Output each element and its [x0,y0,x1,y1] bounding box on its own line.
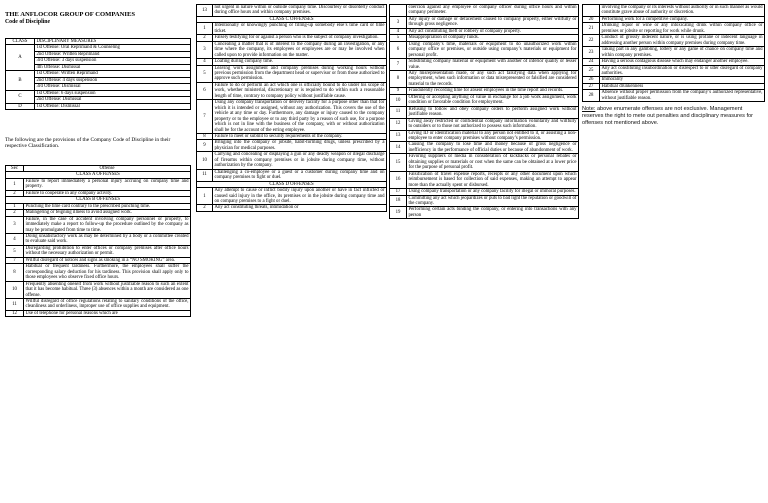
offense-text: Performing certain acts binding the company, or entering into transactions with any person [408,207,577,218]
measure-item: 1st Offense: Dismissal [35,103,191,109]
offense-row [6,264,191,281]
offense-table-col2 [196,4,387,212]
section-number: 9 [390,88,407,94]
offense-text: Disregarding prohibition to enter offices or company premises after office hours without the necessary authorization or permit. [25,245,189,257]
offense-row [583,35,765,47]
offense-text: Any attempt to cause or inflict bodily injury upon another or have in fact inflicted or caused said injury in the office, its premises or in the jobsite during company time and on company premises to a fight or duel. [214,188,385,204]
class-heading: CLASS B OFFENSES [6,197,191,203]
offense-text: Any act constituting insubordination or disrespect to or utter disregard of company authorities. [601,65,763,76]
section-number: 3 [390,16,407,28]
offense-text: Falsification of travel expense reports, receipts or any other document upon which reimbursement is based for collection of said expenses, making an attempt to appear more than the actually spent or disbursed. [408,171,577,188]
offense-text: Failure, in the case of accident involving company personnel or property, to immediately make a report to follow-up the procedure outlined by the company as may be promulgated from time to time. [25,216,189,233]
offense-text: Absence without proper permission from the company’s authorized representative, without justifiable reason. [601,90,763,101]
section-number: 4 [197,59,213,65]
offense-text: Giving ID or identification material to any person not entitled to it, or assisting a non-employee to enter company premises without company’s permission. [408,130,577,141]
offense-row [197,169,387,181]
section-number: 11 [6,298,24,310]
offense-text: Willful disregard of notices and signs as smoking in a “NO SMOKING” area. [24,257,191,263]
section-number: 14 [390,142,407,154]
section-number: 1 [6,178,24,190]
offense-text: Giving away restricted or confidential company information voluntarily and willfully to outsiders or to those not authorized to possess such information. [408,118,577,130]
offense-text: Punching the time card contrary to the prescribed punching time. [24,203,191,209]
offense-text: Use of telephone for personal reasons which are [24,310,191,316]
note-paragraph [582,106,765,126]
offense-row [6,245,191,257]
section-number: 8 [197,133,213,139]
section-number: 24 [583,59,600,65]
section-number: 5 [390,35,407,41]
section-number: 28 [583,90,600,102]
note-text: above enumerate offenses are not exclusive. Management reserves the right to mete out penalties and disciplinary measures for offenses not mentioned above. [582,106,754,126]
offense-row [390,41,579,58]
offense-table-col3 [389,4,579,219]
measure-item: 1st Offense: Written Reprimand [35,71,191,77]
class-heading: CLASS D OFFENSES [197,181,387,187]
offense-row [6,216,191,233]
offense-row [197,5,387,17]
offense-row [583,90,765,102]
offense-row [6,281,191,298]
offense-text: Drinking liquor or wine or any intoxicating drink within company office or premises or jobsite or reporting for work while drunk. [601,23,763,34]
section-number: 16 [390,171,407,188]
measure-item: 4th Offense: Dismissal [35,64,191,70]
section-number: 4 [6,233,24,245]
offense-table-col4 [582,4,765,102]
offense-row [6,257,191,263]
column-3 [389,4,579,219]
measure-item: 3rd Offense: Dismissal [35,84,191,90]
offense-text: Any injury or damage or defacement caused to company property, either willfully or through gross negligence. [408,16,577,28]
section-number: 2 [197,205,213,211]
section-number: 2 [6,190,24,196]
offense-row [390,16,579,28]
section-number: 26 [583,77,600,83]
offense-text: Substituting company material or equipment with another of inferior quality or lesser value. [408,59,577,70]
section-number: 15 [390,154,407,171]
section-number: 5 [6,245,24,257]
section-number: 6 [390,41,407,58]
offense-text: Using company’s time, materials or equipment to do unauthorized work within company office or premises, or outside using company’s materials or equipment for personal profit. [408,41,577,58]
class-letter: B [6,71,35,90]
offense-text: Habitual drunkenness [600,83,765,89]
section-number: 13 [390,130,407,142]
section-number: 1 [197,23,213,35]
offense-text: Using company transportation or any company facility for illegal or immoral purposes. [407,189,579,195]
section-number: 18 [390,195,407,207]
section-number: 8 [390,70,407,87]
offense-row [197,82,387,99]
offense-text: Failure to cooperate in any company activity. [24,190,191,196]
section-number: 4 [390,28,407,34]
offense-row [6,233,191,245]
section-number: 23 [583,47,600,59]
offense-row [197,35,387,41]
section-number: 6 [197,82,213,99]
offense-text: Concealing a matter that is of interest to the company during an investigation, or any time where the company, its employees or employees are or may be involved when called upon to provide information on the matter. [214,41,385,58]
measure-item: 2nd Offense: Dismissal [35,97,191,103]
section-number: 2 [6,210,24,216]
offense-text: Taking part in any gambling, lottery or any game of chance on company time and within company premises. [601,47,763,58]
section-number: 11 [197,169,213,181]
offense-row [390,189,579,195]
offense-row [390,130,579,142]
section-number: 19 [390,207,407,219]
offense-row [197,41,387,58]
section-number: 22 [583,35,600,47]
measure-item: 1st Offense: 6 days suspension [35,90,191,96]
offense-text: not urgent in nature within or outside company time. Discourtesy or disorderly conduct during office hours and within company premises. [214,5,385,16]
offense-row [583,59,765,65]
column-4 [582,4,765,126]
offense-text: Fraudulently recording time for absent employees in the time report and records. [407,88,579,94]
offense-row [197,65,387,82]
measures-col-measures: DISCIPLINARY MEASURES [35,39,191,45]
offense-row [583,23,765,35]
offense-row [390,154,579,171]
offense-text: Using any company transportation or delivery facility for a purpose other than that for which it is intended or assigned, without any authorization. This covers the use of the vehicle at any time or day. Furthermore, any damage or injury caused to the company property or to the employee or to any third party by a reason of such use, for a purpose which is not in line with the business of the company, with or without authorization shall be for the account of the erring employee. [214,100,385,133]
offense-row [390,88,579,94]
column-2 [196,4,387,212]
section-number: 7 [197,100,213,134]
class-letter: C [6,90,35,103]
section-number: 13 [197,5,213,17]
section-number: 2 [197,35,213,41]
section-number: 7 [390,59,407,71]
offense-text: Causing the company to lose time and money because of gross negligence or inefficiency in the performance of official duties or because of abandonment of work. [408,142,577,153]
offense-row [390,171,579,188]
class-letter: D [6,103,35,109]
measure-item: 1st Offense: Oral Reprimand & Counseling [35,45,191,51]
section-number: 17 [390,189,407,195]
measure-item: 2nd Offense: Written Reprimand [35,51,191,57]
offense-text: Leaving work assignment and company premises during working hours without previous permission from the department head or supervisor or from those authorized to approve such permission. [214,65,385,82]
section-number: 1 [197,188,213,205]
offense-text: Carrying and concealing or displaying a gun or any deadly weapon or illegal discharge of firearms within company premises or in jobsite during company time, without authorization by the company. [214,152,385,169]
intro-text: The following are the provisions of the Company Code of Discipline in their respective Classification. [5,137,171,150]
offense-row [390,59,579,71]
section-number: 20 [583,16,600,22]
section-number: 5 [197,65,213,82]
class-heading: CLASS A OFFENSES [6,172,191,178]
offense-text: Immorality [600,77,765,83]
note-label: Note: [582,106,596,113]
section-number: 25 [583,65,600,77]
offense-text: Any act constituting threats, intimidation or [213,205,387,211]
offense-row [197,100,387,134]
offense-row [390,142,579,154]
offense-text: Loafing during company time. [213,59,387,65]
offense-text: Falsely testifying for or against a person who is the subject of company investigation. [213,35,387,41]
col-sec: Sec [6,166,24,172]
offense-row [390,70,579,87]
offense-row [197,140,387,152]
offense-row [6,310,191,316]
offense-text: Having a serious contagious disease which may endanger another employee. [600,59,765,65]
offense-text: Malingering or feigning illness to avoid assigned work. [24,210,191,216]
section-number: 12 [6,310,24,316]
offense-text: involving the company or its interests without authority or in such manner as would constitute grave abuse of authority or discretion. [601,5,763,16]
company-title: THE ANFLOCOR GROUP OF COMPANIES [5,11,136,18]
offense-row [6,178,191,190]
offense-text: Challenging a co-employee or a guest or a customer during company time and on company premises to fight or duel. [214,169,385,181]
offense-text: Bringing into the company or jobsite, habit-forming drugs, unless prescribed by a physician for medical purposes. [214,140,385,151]
offense-row [197,205,387,211]
offense-row [197,152,387,169]
document-title: Code of Discipline [5,19,51,25]
offense-text: coercion against any employee or company officer during office hours and within company perimeter. [408,5,577,16]
measure-row [6,103,191,109]
offense-row [390,195,579,207]
disciplinary-measures-table [5,38,191,110]
offense-text: Conduct of grossly indecent nature, or is using profane or indecent language in addressing another person within company premises during company time. [601,35,763,46]
offense-row [390,5,579,17]
offense-text: Failure to do or perform an act which one is officially bound to do under his scope of work, whether ministerial, discretionary or is required to do within such a reasonable length of time, contrary to company policy without justifiable cause. [214,82,385,99]
offense-text: Failure to meet or submit to security requirements of the company. [213,133,387,139]
offense-text: Intentionally or knowingly punching or filling-up somebody else’s time card or time ticket. [214,23,385,34]
offense-text: Committing any act which jeopardizes or puts to bad light the reputation or goodwill of the company. [408,195,577,206]
section-number: 7 [6,257,24,263]
offense-text: Misappropriation of company funds. [407,35,579,41]
section-number: 10 [390,94,407,106]
offense-text: Willful disregard of office regulations relating to sanitary conditions of the office, cleanliness and orderliness, improper use of office supplies and equipment. [25,298,189,310]
section-number [583,5,600,17]
measure-item: 2nd Offense: 4 days suspension [35,77,191,83]
col-offense: Offense [24,166,191,172]
offense-text: Habitual or frequent tardiness. Furthermore, the employees shall suffer the corresponding salary deduction for his tardiness. This provision shall apply only to those employees who observe fixed office hours. [25,264,189,281]
class-letter: A [6,45,35,71]
section-number: 27 [583,83,600,89]
class-heading: CLASS C OFFENSES [197,16,387,22]
section-number: 10 [6,281,24,298]
section-number: 3 [197,41,213,58]
offense-row [583,47,765,59]
section-number: 10 [197,152,213,169]
offense-text: Refusing to follow and obey company orders to perform assigned work without justifiable reason. [408,106,577,118]
section-number: 12 [390,118,407,130]
offense-text: Performing work for a competitive company. [600,16,765,22]
section-number: 11 [390,106,407,118]
section-number: 3 [6,216,24,233]
offense-row [390,106,579,118]
section-number [390,5,407,17]
section-number: 9 [197,140,213,152]
offense-text: Frequently absenting oneself from work without justifiable reason to such an extent that it has become habitual. Three (3) absences within a month are considered as one offense. [25,281,189,298]
section-number: 21 [583,23,600,35]
offense-text: Any misrepresentation made, or any such act falsifying data when applying for employment, when such information or data misrepresented or falsified are considered material to the records. [408,70,577,87]
offense-row [390,118,579,130]
measures-col-class: CLASS [6,39,35,45]
offense-text: Doing unsatisfactory work as may be determined by a body or a committee created to evaluate said work. [25,233,189,245]
offense-row [390,207,579,219]
offense-text: Offering or accepting anything of value in exchange for a job work assignment, work condition or favorable condition for employment. [408,94,577,106]
offense-text: Any act constituting theft or robbery of company property. [407,28,579,34]
offense-row [197,23,387,35]
offense-row [197,188,387,205]
offense-text: Favoring suppliers or media in consideration of kickbacks or personal rebates or obtaining supplies or materials or cost when the same can be obtained at a lower price for the purpose of personal profit. [408,154,577,171]
offense-row [583,65,765,77]
section-number: 1 [6,203,24,209]
offense-text: Failure to report immediately a personal injury accruing on company time and property. [25,178,189,190]
measure-item: 3rd Offense: 3 days suspension [35,58,191,64]
section-number: 8 [6,264,24,281]
offense-row [6,298,191,310]
offense-row [583,5,765,17]
offense-row [390,94,579,106]
offense-table-col1 [5,165,191,317]
